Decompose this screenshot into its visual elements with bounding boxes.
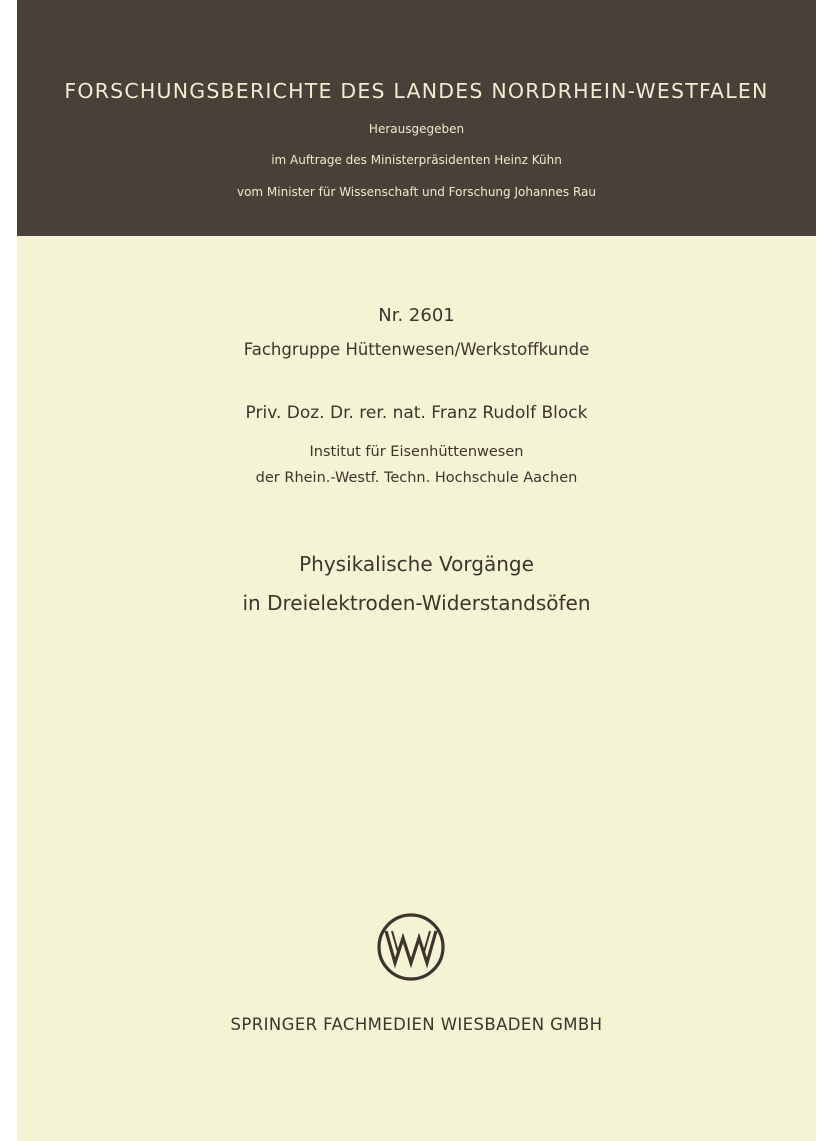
- header-line-commission: im Auftrage des Ministerpräsidenten Heinz Kühn: [271, 153, 562, 167]
- book-title-line-1: Physikalische Vorgänge: [299, 552, 534, 576]
- series-title: FORSCHUNGSBERICHTE DES LANDES NORDRHEIN-WESTFALEN: [64, 79, 769, 103]
- header-line-minister: vom Minister für Wissenschaft und Forschung Johannes Rau: [236, 185, 597, 199]
- series-number: Nr. 2601: [378, 305, 455, 326]
- institute-line-2: der Rhein.-Westf. Techn. Hochschule Aachen: [255, 470, 578, 486]
- header-line-editor: Herausgegeben: [368, 122, 465, 136]
- publisher-name: SPRINGER FACHMEDIEN WIESBADEN GMBH: [230, 1015, 603, 1034]
- subject-group: Fachgruppe Hüttenwesen/Werkstoffkunde: [243, 340, 590, 359]
- book-title-line-2: in Dreielektroden-Widerstandsöfen: [242, 591, 591, 615]
- header-band: [17, 0, 816, 236]
- book-cover: [17, 0, 816, 1141]
- institute-line-1: Institut für Eisenhüttenwesen: [309, 444, 524, 460]
- author-name: Priv. Doz. Dr. rer. nat. Franz Rudolf Block: [245, 403, 588, 423]
- wv-monogram-logo-icon: [376, 912, 446, 982]
